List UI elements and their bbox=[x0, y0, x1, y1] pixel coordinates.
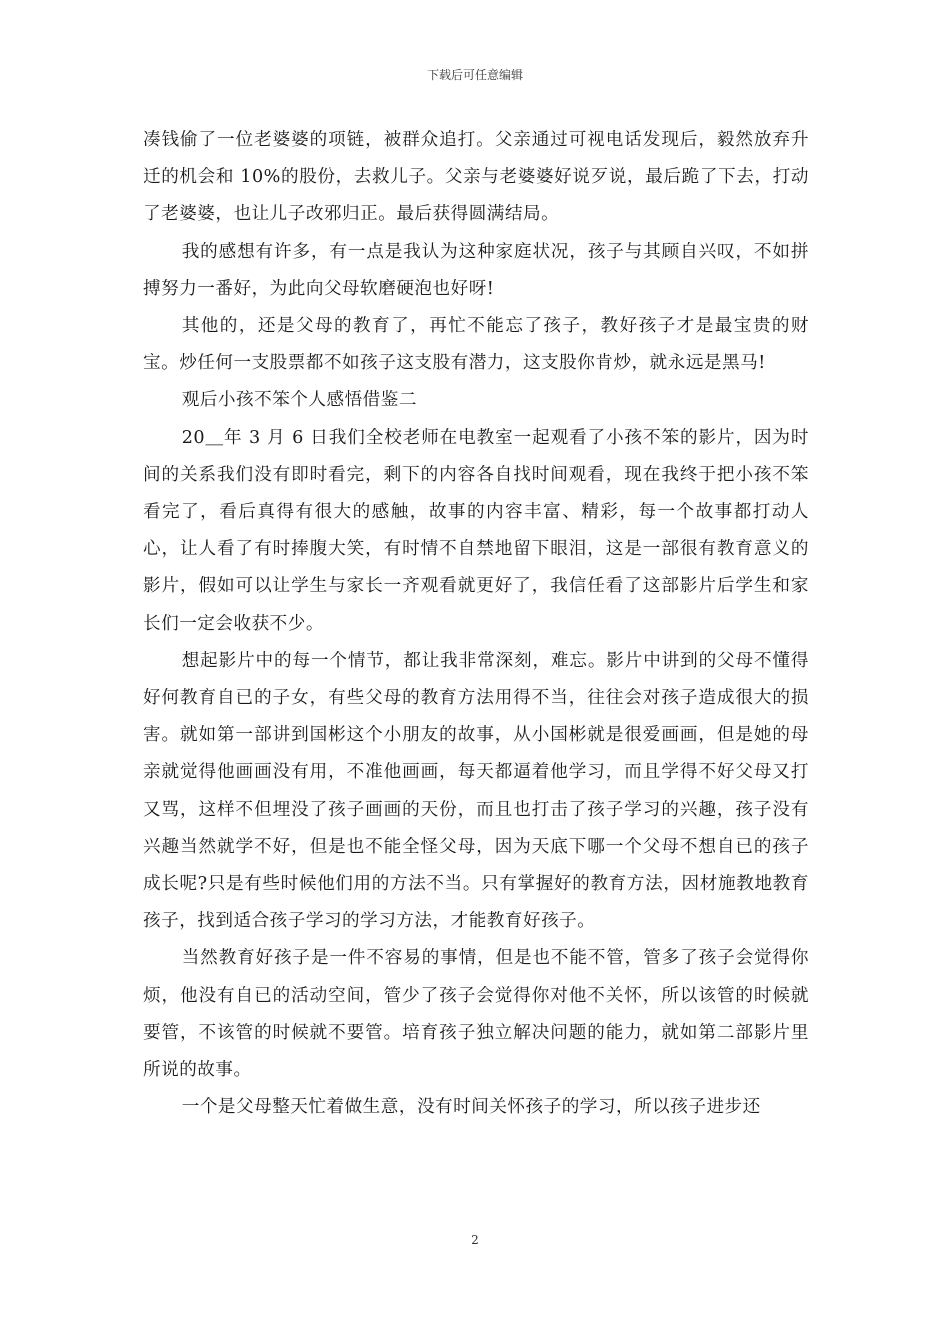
paragraph: 20＿年 3 月 6 日我们全校老师在电教室一起观看了小孩不笨的影片，因为时间的关系我们没有即时看完，剩下的内容各自找时间观看，现在我终于把小孩不笨看完了，看后真得有很大的感触，故事的内容丰富、精彩，每一个故事都打动人心，让人看了有时捧腹大笑，有时情不自禁地留下眼泪，这是一部很有教育意义的影片，假如可以让学生与家长一齐观看就更好了，我信任看了这部影片后学生和家长们一定会收获不少。 bbox=[143, 427, 809, 634]
paragraph: 其他的，还是父母的教育了，再忙不能忘了孩子，教好孩子才是最宝贵的财宝。炒任何一支股票都不如孩子这支股有潜力，这支股你肯炒，就永远是黑马! bbox=[143, 316, 809, 374]
section-title: 观后小孩不笨个人感悟借鉴二 bbox=[181, 390, 417, 411]
paragraph: 想起影片中的每一个情节，都让我非常深刻，难忘。影片中讲到的父母不懂得好何教育自已的子女，有些父母的教育方法用得不当，往往会对孩子造成很大的损害。就如第一部讲到国彬这个小朋友的故事，从小国彬就是很爱画画，但是她的母亲就觉得他画画没有用，不准他画画，每天都逼着他学习，而且学得不好父母又打又骂，这样不但埋没了孩子画画的天份，而且也打击了孩子学习的兴趣，孩子没有兴趣当然就学不好，但是也不能全怪父母，因为天底下哪一个父母不想自已的孩子成长呢?只是有些时候他们用的方法不当。只有掌握好的教育方法，因材施教地教育孩子，找到适合孩子学习的学习方法，才能教育好孩子。 bbox=[143, 650, 809, 932]
document-body bbox=[143, 122, 809, 1126]
paragraph: 一个是父母整天忙着做生意，没有时间关怀孩子的学习，所以孩子进步还 bbox=[181, 1097, 761, 1118]
paragraph-continuation: 凑钱偷了一位老婆婆的项链，被群众追打。父亲通过可视电话发现后，毅然放弃升迁的机会和 10%的股份，去救儿子。父亲与老婆婆好说歹说，最后跪了下去，打动了老婆婆，也让儿子改邪归正。最后获得圆满结局。 bbox=[143, 130, 809, 225]
paragraph: 当然教育好孩子是一件不容易的事情，但是也不能不管，管多了孩子会觉得你烦，他没有自已的活动空间，管少了孩子会觉得你对他不关怀，所以该管的时候就要管，不该管的时候就不要管。培育孩子独立解决问题的能力，就如第二部影片里所说的故事。 bbox=[143, 948, 809, 1081]
page-header: 下载后可任意编辑 bbox=[426, 68, 523, 82]
paragraph: 我的感想有许多，有一点是我认为这种家庭状况，孩子与其顾自兴叹，不如拼搏努力一番好，为此向父母软磨硬泡也好呀! bbox=[143, 241, 809, 299]
page-number: 2 bbox=[471, 1233, 479, 1247]
